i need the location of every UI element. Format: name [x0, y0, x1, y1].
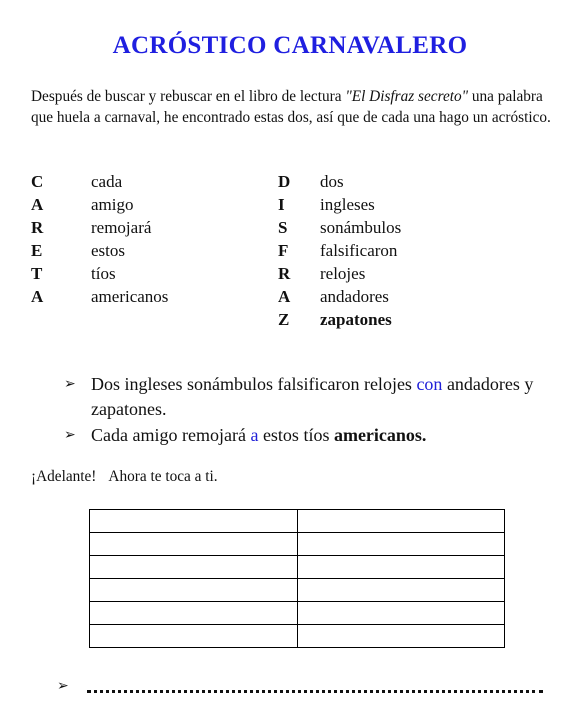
arrow-bullet-icon: ➢: [64, 376, 76, 392]
arrow-bullet-icon: ➢: [64, 427, 76, 443]
sentence-highlight: a: [250, 425, 259, 445]
dotted-fill-line[interactable]: [87, 690, 543, 693]
table-cell[interactable]: [297, 556, 505, 579]
acrostic-letter: A: [278, 287, 291, 306]
table-row: [90, 556, 505, 579]
table-cell[interactable]: [297, 510, 505, 533]
acrostic-disfraz: [278, 170, 401, 331]
table-cell[interactable]: [297, 625, 505, 648]
intro-text-end: una palabra que huela a carnaval, he encontrado estas dos, así que de cada una hago un acróstico.: [31, 88, 551, 126]
acrostic-careta: [31, 170, 168, 308]
prompt-exclamation: ¡Adelante!: [31, 468, 97, 485]
acrostic-word: remojará: [91, 218, 152, 237]
prompt-instruction: Ahora te toca a ti.: [108, 468, 218, 485]
acrostic-word: dos: [320, 172, 344, 191]
acrostic-row: [278, 193, 401, 216]
table-row: [90, 602, 505, 625]
table-cell[interactable]: [297, 602, 505, 625]
table-cell[interactable]: [297, 579, 505, 602]
answer-table: [89, 509, 505, 648]
acrostic-row: [278, 170, 401, 193]
acrostic-letter: A: [31, 287, 44, 306]
sentence-item: [64, 423, 564, 448]
table-cell[interactable]: [90, 533, 298, 556]
table-cell[interactable]: [90, 625, 298, 648]
table-row: [90, 625, 505, 648]
prompt-line: [31, 468, 218, 486]
sentence-text-part: Dos ingleses sonámbulos falsificaron relojes: [91, 374, 417, 394]
sentence-text: [91, 423, 426, 448]
book-title: "El Disfraz secreto": [345, 88, 469, 105]
acrostic-word: tíos: [91, 264, 116, 283]
acrostic-row: [31, 216, 168, 239]
sentence-text-part: estos tíos: [258, 425, 334, 445]
acrostic-letter: A: [31, 195, 44, 214]
acrostic-row: [31, 262, 168, 285]
acrostic-row: [31, 285, 168, 308]
acrostic-letter: S: [278, 218, 288, 237]
acrostic-letter: R: [31, 218, 44, 237]
sentence-bold: americanos.: [333, 425, 427, 445]
table-cell[interactable]: [90, 556, 298, 579]
acrostic-letter: Z: [278, 310, 290, 329]
acrostic-letter: E: [31, 241, 43, 260]
acrostic-word: sonámbulos: [320, 218, 402, 237]
acrostic-word: estos: [91, 241, 125, 260]
sentence-text-part: Cada amigo remojará: [91, 425, 251, 445]
table-cell[interactable]: [90, 602, 298, 625]
acrostic-letter: I: [278, 195, 285, 214]
acrostic-letter: D: [278, 172, 291, 191]
acrostic-letter: R: [278, 264, 291, 283]
table-row: [90, 533, 505, 556]
table-cell[interactable]: [90, 510, 298, 533]
acrostic-row: [278, 262, 401, 285]
acrostic-word: relojes: [320, 264, 366, 283]
acrostic-word: falsificaron: [320, 241, 398, 260]
table-cell[interactable]: [90, 579, 298, 602]
table-row: [90, 510, 505, 533]
table-row: [90, 579, 505, 602]
acrostic-word: andadores: [320, 287, 389, 306]
acrostic-row: [31, 170, 168, 193]
acrostic-word: zapatones: [320, 310, 392, 329]
acrostic-row: [31, 193, 168, 216]
sentence-item: [64, 372, 564, 422]
table-cell[interactable]: [297, 533, 505, 556]
acrostic-letter: C: [31, 172, 44, 191]
answer-dotted-line: [57, 674, 557, 699]
acrostic-word: amigo: [91, 195, 134, 214]
arrow-bullet-icon: ➢: [57, 678, 69, 694]
acrostic-row: [278, 285, 401, 308]
acrostic-word: americanos: [91, 287, 169, 306]
sentence-list: [64, 372, 564, 449]
acrostic-row: [31, 239, 168, 262]
acrostic-word: ingleses: [320, 195, 375, 214]
acrostic-word: cada: [91, 172, 123, 191]
acrostic-letter: T: [31, 264, 43, 283]
page-title: ACRÓSTICO CARNAVALERO: [112, 32, 468, 59]
acrostic-row: [278, 216, 401, 239]
acrostic-letter: F: [278, 241, 289, 260]
intro-paragraph: [31, 86, 561, 128]
acrostic-row: [278, 239, 401, 262]
sentence-highlight: con: [416, 374, 443, 394]
acrostic-row: [278, 308, 401, 331]
sentence-text: [91, 372, 564, 422]
intro-text-start: Después de buscar y rebuscar en el libro de lectura: [31, 88, 346, 105]
sentence-text-part: andadores y zapatones.: [91, 374, 534, 419]
